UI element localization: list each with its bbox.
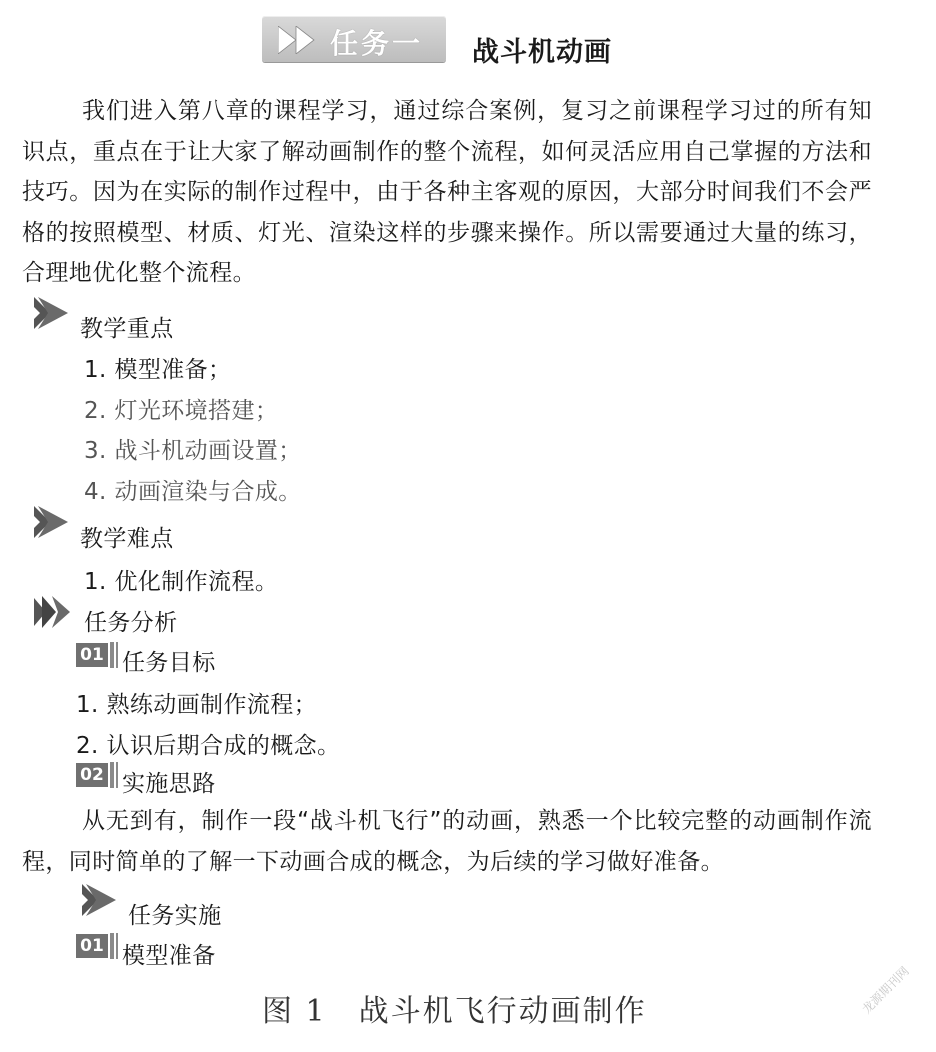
task-badge-label: 任务一 — [330, 27, 424, 60]
key-point-item: 1. 模型准备； — [84, 357, 232, 383]
key-points-heading: 教学重点 — [80, 316, 174, 342]
task-badge — [262, 16, 446, 62]
number-badge-bar — [116, 762, 118, 788]
number-badge-bar — [110, 642, 114, 668]
goal-item: 1. 熟练动画制作流程； — [76, 692, 318, 718]
approach-number-badge: 02 — [76, 763, 108, 787]
analysis-heading: 任务分析 — [84, 610, 178, 636]
difficulties-heading: 教学难点 — [80, 526, 174, 552]
watermark: 龙源期刊网 — [859, 963, 912, 1017]
section-arrow-icon — [34, 297, 70, 329]
page-title: 战斗机动画 — [472, 37, 612, 68]
key-point-item: 4. 动画渲染与合成。 — [84, 479, 302, 505]
key-point-item: 2. 灯光环境搭建； — [84, 398, 279, 424]
double-arrow-icon — [278, 26, 322, 54]
key-point-item: 3. 战斗机动画设置； — [84, 438, 302, 464]
section-arrow-icon — [82, 884, 118, 916]
number-badge-bar — [116, 642, 118, 668]
goal-item: 2. 认识后期合成的概念。 — [76, 733, 341, 759]
number-badge-bar — [110, 933, 114, 959]
number-badge-bar — [116, 933, 118, 959]
step-number-badge: 01 — [76, 934, 108, 958]
implementation-heading: 任务实施 — [128, 903, 222, 929]
intro-paragraph: 我们进入第八章的课程学习，通过综合案例，复习之前课程学习过的所有知识点，重点在于让大家了解动画制作的整个流程，如何灵活应用自己掌握的方法和技巧。因为在实际的制作过程中，由于各种主客观的原因，大部分时间我们不会严格的按照模型、材质、灯光、渲染这样的步骤来操作。所以需要通过大量的练习，合理地优化整个流程。 — [22, 98, 872, 286]
approach-paragraph: 从无到有，制作一段“战斗机飞行”的动画，熟悉一个比较完整的动画制作流程，同时简单的了解一下动画合成的概念，为后续的学习做好准备。 — [22, 808, 872, 875]
section-arrow-icon — [34, 506, 70, 538]
goal-heading: 任务目标 — [122, 650, 216, 676]
difficulty-item: 1. 优化制作流程。 — [84, 569, 279, 595]
step-heading: 模型准备 — [122, 943, 216, 969]
section-arrow-icon — [34, 596, 74, 628]
goal-number-badge: 01 — [76, 643, 108, 667]
figure-caption: 图 1 战斗机飞行动画制作 — [262, 994, 647, 1029]
approach-heading: 实施思路 — [122, 771, 216, 797]
number-badge-bar — [110, 762, 114, 788]
